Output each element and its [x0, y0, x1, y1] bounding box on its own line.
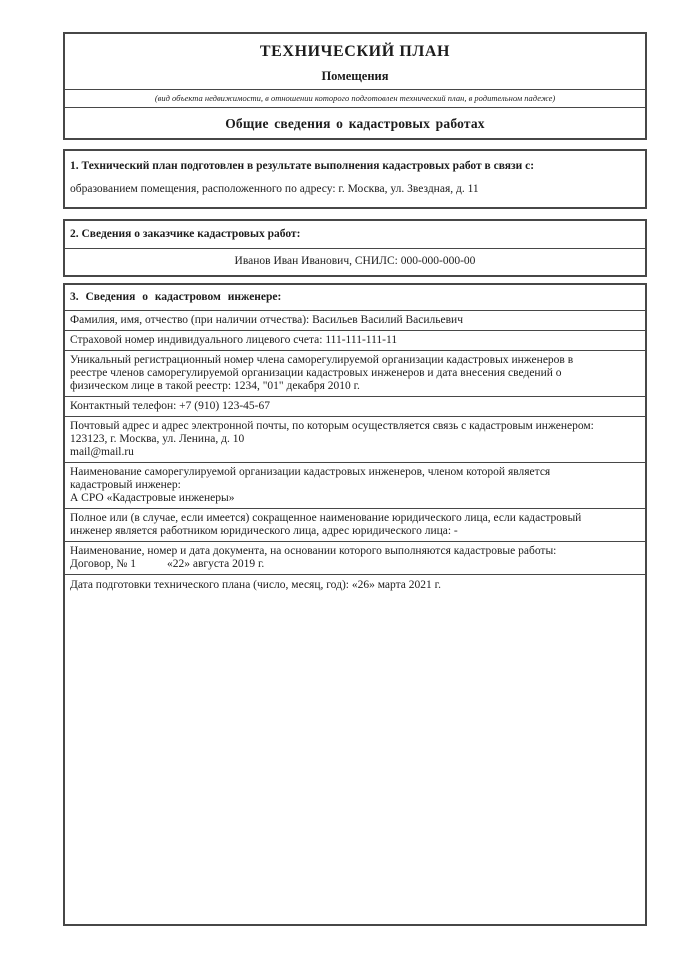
document-header-table: [63, 32, 647, 140]
section-2-header: 2. Сведения о заказчике кадастровых работ:: [65, 221, 645, 249]
contract-row-line-2: [70, 558, 640, 571]
technical-plan-document: [63, 32, 647, 926]
customer-name-value: Иванов Иван Иванович, СНИЛС: 000-000-000-00: [234, 255, 476, 267]
object-type-caption: (вид объекта недвижимости, в отношении которого подготовлен технический план, в родительном падеже): [65, 90, 645, 108]
section-1-header: 1. Технический план подготовлен в результате выполнения кадастровых работ в связи с:: [70, 160, 535, 172]
engineer-snils-row: Страховой номер индивидуального лицевого счета: 111-111-111-11: [65, 331, 645, 351]
section-1-content: образованием помещения, расположенного по адресу: г. Москва, ул. Звездная, д. 11: [70, 183, 479, 195]
legal-entity-row: [65, 509, 645, 542]
registry-row-line-2: реестре членов саморегулируемой организации кадастровых инженеров и дата внесения сведений о: [70, 367, 562, 379]
section-3-header: 3. Сведения о кадастровом инженере:: [65, 285, 645, 311]
engineer-address-row: [65, 417, 645, 463]
address-row-line-3: mail@mail.ru: [70, 446, 134, 458]
object-type-subtitle: Помещения: [321, 69, 389, 83]
section-1-cadastral-works-reason: [63, 149, 647, 209]
engineer-fio-row: Фамилия, имя, отчество (при наличии отчества): Васильев Василий Васильевич: [65, 311, 645, 331]
section-2-customer-info: [63, 219, 647, 277]
sro-row-line-2: кадастровый инженер:: [70, 479, 181, 491]
registry-row-line-3: физическом лице в такой реестр: 1234, "01" декабря 2010 г.: [70, 380, 360, 392]
sro-row-line-1: Наименование саморегулируемой организации кадастровых инженеров, членом которой является: [70, 466, 551, 478]
contract-date: «22» августа 2019 г.: [166, 558, 265, 570]
address-row-line-1: Почтовый адрес и адрес электронной почты, по которым осуществляется связь с кадастровым инженером:: [70, 420, 594, 432]
engineer-registry-row: [65, 351, 645, 397]
engineer-sro-row: [65, 463, 645, 509]
section-3-cadastral-engineer-info: [63, 283, 647, 926]
legal-entity-row-line-1: Полное или (в случае, если имеется) сокращенное наименование юридического лица, если кадастровый: [70, 512, 582, 524]
engineer-phone-row: Контактный телефон: +7 (910) 123-45-67: [65, 397, 645, 417]
contract-row-line-1: Наименование, номер и дата документа, на основании которого выполняются кадастровые работы:: [70, 545, 557, 557]
sro-row-line-3: А СРО «Кадастровые инженеры»: [70, 492, 235, 504]
general-info-heading: Общие сведения о кадастровых работах: [225, 116, 485, 131]
preparation-date-row: Дата подготовки технического плана (число, месяц, год): «26» марта 2021 г.: [70, 579, 441, 591]
contract-name-number: Договор, № 1: [70, 558, 136, 570]
title-block: [65, 34, 645, 90]
document-title: ТЕХНИЧЕСКИЙ ПЛАН: [259, 43, 451, 60]
legal-entity-row-line-2: инженер является работником юридического лица, адрес юридического лица: -: [70, 525, 458, 537]
registry-row-line-1: Уникальный регистрационный номер члена саморегулируемой организации кадастровых инженеров в: [70, 354, 574, 366]
address-row-line-2: 123123, г. Москва, ул. Ленина, д. 10: [70, 433, 245, 445]
contract-row: [65, 542, 645, 575]
